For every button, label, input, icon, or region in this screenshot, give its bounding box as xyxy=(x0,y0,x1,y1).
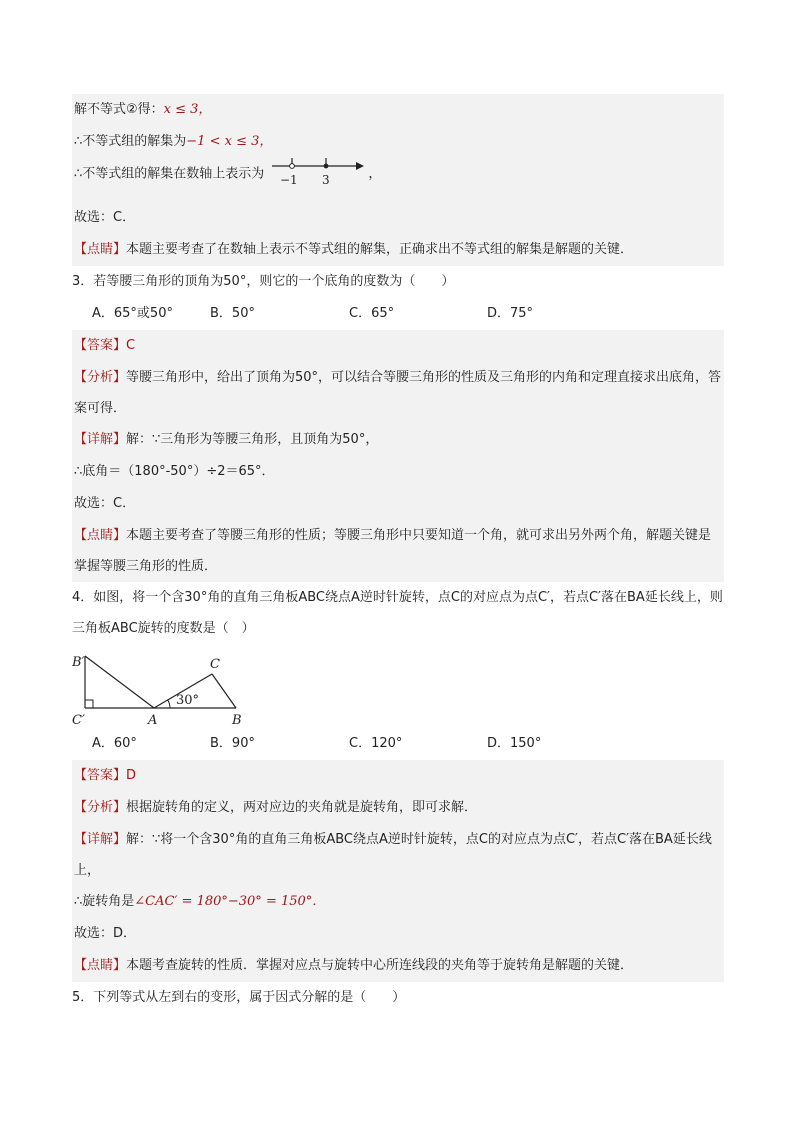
q2-line-1: 解不等式②得：x ≤ 3， xyxy=(74,102,212,117)
label-c-prime: C′ xyxy=(72,713,85,728)
q4-option-a: A．60° xyxy=(92,736,137,751)
q4-question: 4．如图，将一个含30°角的直角三角板ABC绕点A逆时针旋转，点C的对应点为点C′，若点C′落在BA延长线上，则三角板ABC旋转的度数是（ ） xyxy=(72,590,723,636)
q3-analysis: 【分析】等腰三角形中，给出了顶角为50°，可以结合等腰三角形的性质及三角形的内角和定理直接求出底角，答案可得． xyxy=(74,370,722,416)
label-three: 3 xyxy=(322,173,331,187)
label-c: C xyxy=(210,657,220,672)
solution-interval-bracket xyxy=(292,158,326,166)
q3-option-c: C．65° xyxy=(349,306,395,321)
number-line-arrow xyxy=(356,162,364,170)
label-b-prime: B′ xyxy=(72,655,85,670)
q5-question: 5．下列等式从左到右的变形，属于因式分解的是（ ） xyxy=(72,990,406,1005)
open-point-minus-one xyxy=(290,164,295,169)
label-angle-30: 30° xyxy=(176,693,200,708)
q2-line-3: ∴不等式组的解集在数轴上表示为 −1 3 ， xyxy=(74,158,722,202)
rotation-triangle-figure xyxy=(72,644,272,728)
document-page xyxy=(72,94,724,1014)
q4-figure xyxy=(72,644,724,728)
q4-solution-block xyxy=(72,760,724,982)
q3-solution-block xyxy=(72,330,724,582)
q3-answer: 【答案】C xyxy=(74,338,136,353)
label-a: A xyxy=(148,713,158,728)
q4-detail-2: ∴旋转角是∠CAC′ = 180°−30° = 150°． xyxy=(74,894,326,909)
q3-detail-2: ∴底角＝（180°-50°）÷2＝65°． xyxy=(74,464,275,479)
q4-analysis: 【分析】根据旋转角的定义，两对应边的夹角就是旋转角，即可求解． xyxy=(74,800,478,815)
q3-option-b: B．50° xyxy=(210,306,255,321)
q4-detail-1: 【详解】解：∵将一个含30°角的直角三角板ABC绕点A逆时针旋转，点C的对应点为点C′，若点C′落在BA延长线上， xyxy=(74,832,712,878)
q3-choice: 故选：C． xyxy=(74,496,136,511)
q4-option-b: B．90° xyxy=(210,736,255,751)
q4-answer: 【答案】D xyxy=(74,768,137,783)
number-line-figure xyxy=(268,158,368,190)
q3-option-d: D．75° xyxy=(487,306,534,321)
q2-line-2: ∴不等式组的解集为−1 < x ≤ 3， xyxy=(74,134,273,149)
q4-options xyxy=(72,728,724,760)
q4-choice: 故选：D． xyxy=(74,926,137,941)
q3-question: 3．若等腰三角形的顶角为50°，则它的一个底角的度数为（ ） xyxy=(72,274,455,289)
q2-solution-block xyxy=(72,94,724,266)
q4-comment: 【点睛】本题考查旋转的性质．掌握对应点与旋转中心所连线段的夹角等于旋转角是解题的关键． xyxy=(74,958,634,973)
closed-point-three xyxy=(324,164,329,169)
q4-option-d: D．150° xyxy=(487,736,542,751)
q3-option-a: A．65°或50° xyxy=(92,306,173,321)
q4-option-c: C．120° xyxy=(349,736,403,751)
q2-comment: 【点睛】本题主要考查了在数轴上表示不等式组的解集，正确求出不等式组的解集是解题的关键． xyxy=(74,242,634,257)
q3-comment: 【点睛】本题主要考查了等腰三角形的性质；等腰三角形中只要知道一个角，就可求出另外两个角，解题关键是掌握等腰三角形的性质． xyxy=(74,528,712,574)
label-b: B xyxy=(232,713,242,728)
q2-choice: 故选：C． xyxy=(74,210,136,225)
q3-detail-1: 【详解】解：∵三角形为等腰三角形，且顶角为50°， xyxy=(74,432,379,447)
q3-options xyxy=(72,298,724,330)
label-minus-one: −1 xyxy=(280,173,299,187)
